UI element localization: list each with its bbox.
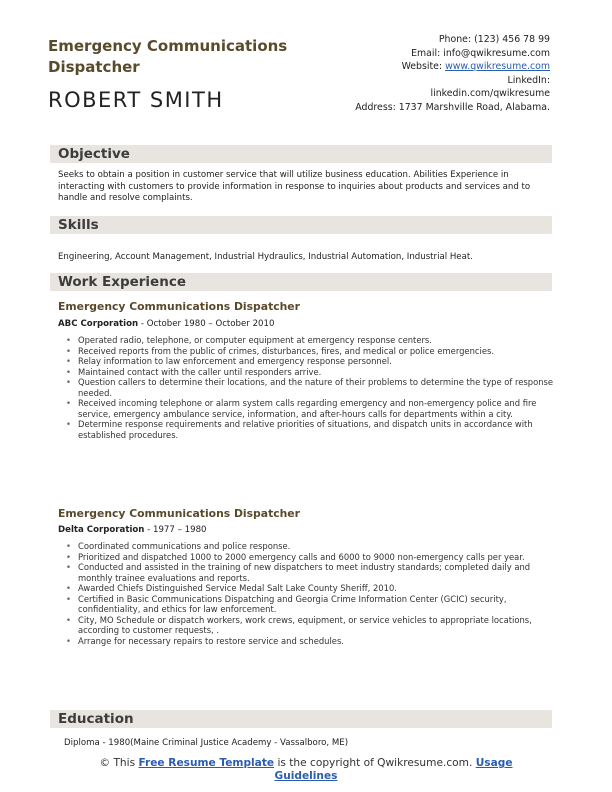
skills-heading: Skills: [58, 217, 99, 233]
list-item: • Prioritized and dispatched 1000 to 2000 emergency calls and 6000 to 9000 non-emergency calls per year.: [78, 552, 558, 563]
work-section-header: [50, 273, 552, 291]
contact-block: [320, 33, 550, 115]
list-item: • Arrange for necessary repairs to restore service and schedules.: [78, 636, 558, 647]
list-item: • Determine response requirements and relative priorities of situations, and dispatch units in accordance with established procedures.: [78, 419, 558, 440]
usage-guidelines-link[interactable]: Usage Guidelines: [274, 757, 513, 782]
website-link[interactable]: www.qwikresume.com: [445, 61, 550, 73]
work-heading: Work Experience: [58, 274, 186, 290]
address-label: Address:: [355, 101, 396, 113]
objective-heading: Objective: [58, 146, 130, 162]
job-company-line: [58, 525, 207, 535]
list-item: • Coordinated communications and police response.: [78, 541, 558, 552]
list-item: • Received incoming telephone or alarm system calls regarding emergency and non-emergency police and fire service, emergency ambulance service, information, and after-hours calls for departments within a city.: [78, 398, 558, 419]
contact-email: [320, 47, 550, 61]
list-item: • Relay information to law enforcement and emergency response personnel.: [78, 356, 558, 367]
list-item: • Question callers to determine their locations, and the nature of their problems to determine the type of response needed.: [78, 377, 558, 398]
list-item: • Received reports from the public of crimes, disturbances, fires, and medical or police emergencies.: [78, 346, 558, 357]
website-label: Website:: [401, 61, 443, 73]
job-dates: - October 1980 – October 2010: [138, 319, 275, 329]
contact-website: [320, 60, 550, 74]
job-bullet-list: [64, 335, 558, 440]
company-name: ABC Corporation: [58, 319, 139, 329]
company-name: Delta Corporation: [58, 525, 145, 535]
job-company-line: [58, 319, 274, 329]
skills-section-header: [50, 216, 552, 234]
objective-section-header: [50, 145, 552, 163]
footer: [80, 757, 532, 783]
phone-label: Phone:: [438, 34, 472, 45]
list-item: • Certified in Basic Communications Dispatching and Georgia Crime Information Center (GCIC) security, confidentiality, and ethics for law enforcement.: [78, 594, 558, 615]
education-section-header: [50, 710, 552, 728]
candidate-name: ROBERT SMITH: [48, 88, 224, 112]
email-label: Email:: [411, 47, 441, 59]
list-item: • Conducted and assisted in the training of new dispatchers to meet industry standards; completed daily and monthly trainee evaluations and reports.: [78, 562, 558, 583]
objective-text: Seeks to obtain a position in customer service that will utilize business education. Abilities Experience in interacting with customers to provide information in response to inquiries about products and services and to handle and resolve complaints.: [58, 170, 531, 204]
contact-linkedin-label: LinkedIn:: [507, 74, 550, 86]
job-dates: - 1977 – 1980: [144, 525, 207, 535]
address-value: 1737 Marshville Road, Alabama.: [398, 101, 550, 113]
email-value: info@qwikresume.com: [443, 47, 550, 59]
job-title: Emergency Communications Dispatcher: [58, 300, 300, 313]
job-title: Emergency Communications Dispatcher: [58, 507, 300, 520]
free-resume-template-link[interactable]: Free Resume Template: [138, 757, 275, 769]
education-text: Diploma - 1980(Maine Criminal Justice Academy - Vassalboro, ME): [64, 738, 349, 748]
resume-job-title: Emergency Communications Dispatcher: [48, 37, 288, 76]
contact-address: [320, 101, 550, 115]
contact-linkedin: linkedin.com/qwikresume: [430, 88, 550, 100]
footer-prefix: © This: [99, 757, 139, 769]
phone-value: (123) 456 78 99: [474, 34, 550, 45]
footer-middle: is the copyright of Qwikresume.com.: [274, 757, 476, 769]
list-item: • City, MO Schedule or dispatch workers, work crews, equipment, or service vehicles to appropriate locations, according to customer requests, .: [78, 615, 558, 636]
list-item: • Operated radio, telephone, or computer equipment at emergency response centers.: [78, 335, 558, 346]
list-item: • Awarded Chiefs Distinguished Service Medal Salt Lake County Sheriff, 2010.: [78, 583, 558, 594]
skills-text: Engineering, Account Management, Industrial Hydraulics, Industrial Automation, Industrial Heat.: [58, 252, 473, 262]
job-bullet-list: [64, 541, 558, 646]
education-heading: Education: [58, 711, 134, 727]
list-item: • Maintained contact with the caller until responders arrive.: [78, 367, 558, 378]
contact-phone: [320, 33, 550, 47]
